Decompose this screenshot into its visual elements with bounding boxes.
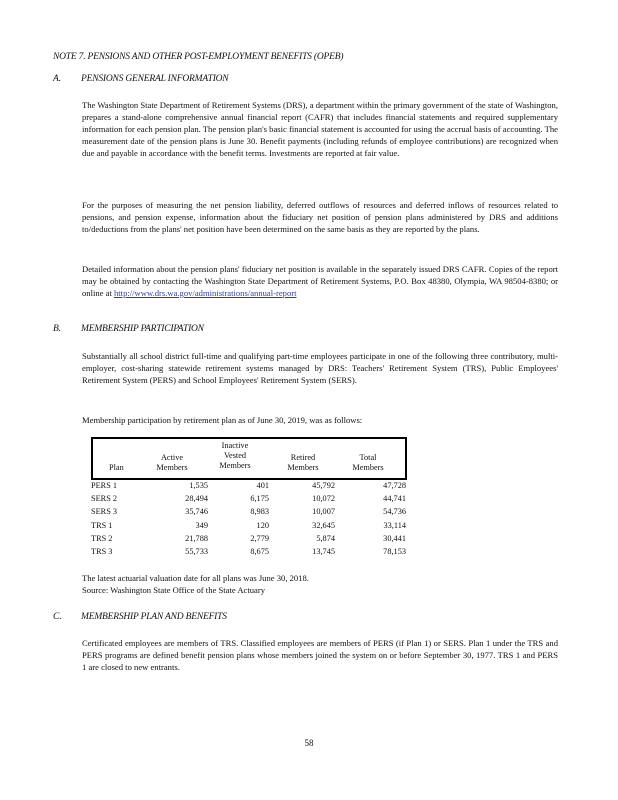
paragraph-a3-text: Detailed information about the pension plans' fiduciary net position is available in the separately issued DRS CAFR. Copies of the report may be obtained by contacting the Washington State Department of Retirement Systems, P.O. Box 48380, Olympia, WA 98504-8380; or online at <box>82 264 558 298</box>
table-row <box>91 506 411 518</box>
table-row <box>91 520 411 532</box>
table-row <box>91 493 411 505</box>
header-plan: Plan <box>109 463 124 472</box>
header-vested: Inactive Vested Members <box>219 441 251 470</box>
cell-vested: 401 <box>256 481 269 490</box>
section-c-title: MEMBERSHIP PLAN AND BENEFITS <box>81 612 227 622</box>
cell-plan: SERS 3 <box>91 507 118 516</box>
cell-retired: 45,792 <box>312 481 335 490</box>
cell-retired: 13,745 <box>312 547 335 556</box>
paragraph-a3 <box>82 263 558 299</box>
source-line: Source: Washington State Office of the State Actuary <box>82 585 265 595</box>
valuation-note <box>82 572 558 596</box>
paragraph-a1: The Washington State Department of Retirement Systems (DRS), a department within the primary government of the state of Washington, prepares a stand-alone comprehensive annual financial report (CAFR) that includes financial statements and required supplementary information for each pension plan. The pension plan's basic financial statement is accounted for using the accrual basis of accounting. The measurement date of the pension plans is June 30. Benefit payments (including refunds of employee contributions) are recognized when due and payable in accordance with the benefit terms. Investments are reported at fair value. <box>82 100 558 158</box>
paragraph-b2: Membership participation by retirement plan as of June 30, 2019, was as follows: <box>82 415 363 425</box>
paragraph-a2: For the purposes of measuring the net pension liability, deferred outflows of resources and deferred inflows of resources related to pensions, and pension expense, information about the fiduciary net position of pension plans administered by DRS and additions to/deductions from the plans' net position have been determined on the same basis as they are reported by the plans. <box>82 200 558 234</box>
annual-report-link[interactable]: http://www.drs.wa.gov/administrations/annual-report <box>114 288 297 298</box>
cell-retired: 10,072 <box>312 494 335 503</box>
cell-active: 35,746 <box>185 507 208 516</box>
cell-retired: 5,874 <box>316 534 335 543</box>
cell-active: 349 <box>195 521 208 530</box>
cell-vested: 2,779 <box>250 534 269 543</box>
cell-active: 55,733 <box>185 547 208 556</box>
cell-vested: 8,675 <box>250 547 269 556</box>
section-c-letter: C. <box>53 612 62 622</box>
cell-total: 33,114 <box>383 521 406 530</box>
table-row <box>91 480 411 492</box>
cell-retired: 32,645 <box>312 521 335 530</box>
cell-retired: 10,007 <box>312 507 335 516</box>
note-heading: NOTE 7. PENSIONS AND OTHER POST-EMPLOYMENT BENEFITS (OPEB) <box>53 52 344 62</box>
cell-vested: 6,175 <box>250 494 269 503</box>
cell-vested: 8,983 <box>250 507 269 516</box>
cell-active: 28,494 <box>185 494 208 503</box>
section-b-letter: B. <box>53 324 62 334</box>
table-row <box>91 546 411 558</box>
valuation-date-line: The latest actuarial valuation date for all plans was June 30, 2018. <box>82 573 309 583</box>
section-a-title: PENSIONS GENERAL INFORMATION <box>81 74 229 84</box>
cell-plan: SERS 2 <box>91 494 118 503</box>
paragraph-c1: Certificated employees are members of TRS. Classified employees are members of PERS (if Plan 1) or SERS. Plan 1 under the TRS and PERS programs are defined benefit pension plans whose members joined the system on or before September 30, 1977. TRS 1 and PERS 1 are closed to new entrants. <box>82 638 558 672</box>
cell-plan: TRS 3 <box>91 547 113 556</box>
cell-active: 21,788 <box>185 534 208 543</box>
header-retired: Retired Members <box>287 453 319 472</box>
section-a-letter: A. <box>53 74 62 84</box>
cell-total: 30,441 <box>383 534 406 543</box>
header-active: Active Members <box>156 453 188 472</box>
cell-plan: TRS 2 <box>91 534 113 543</box>
table-row <box>91 533 411 545</box>
page-number: 58 <box>304 738 314 748</box>
cell-total: 47,728 <box>383 481 406 490</box>
cell-active: 1,535 <box>189 481 208 490</box>
cell-plan: TRS 1 <box>91 521 113 530</box>
section-b-title: MEMBERSHIP PARTICIPATION <box>81 324 204 334</box>
cell-total: 44,741 <box>383 494 406 503</box>
cell-total: 78,153 <box>383 547 406 556</box>
cell-vested: 120 <box>256 521 269 530</box>
cell-total: 54,736 <box>383 507 406 516</box>
paragraph-b1: Substantially all school district full-time and qualifying part-time employees participate in one of the following three contributory, multi-employer, cost-sharing statewide retirement systems managed by DRS: Teachers' Retirement System (TRS), Public Employees' Retirement System (PERS) and School Employees' Retirement System (SERS). <box>82 351 558 385</box>
cell-plan: PERS 1 <box>91 481 118 490</box>
header-total: Total Members <box>352 453 384 472</box>
